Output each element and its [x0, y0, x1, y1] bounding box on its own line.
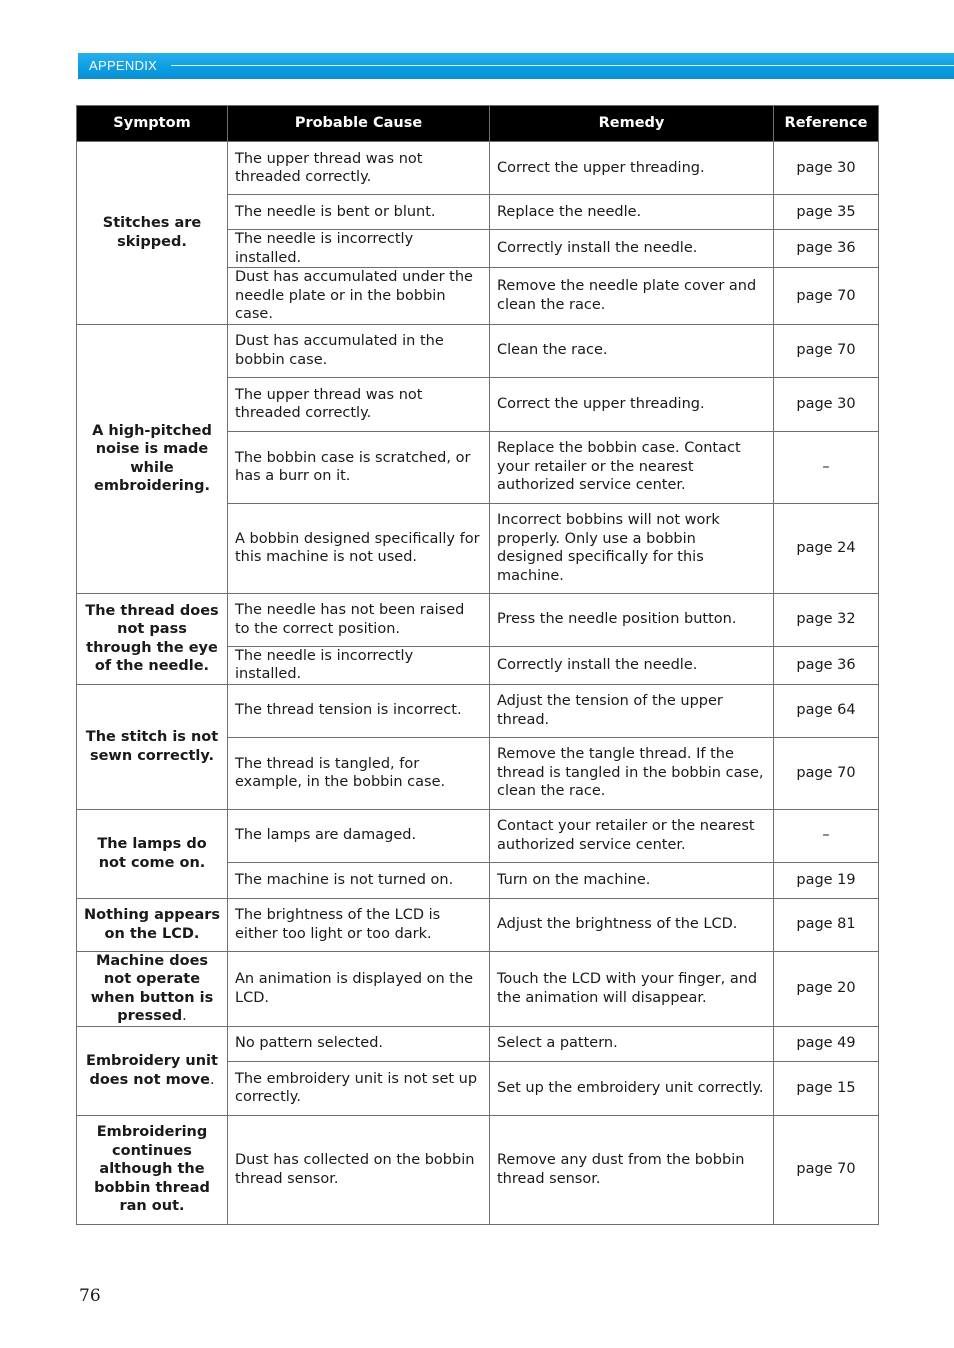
cause-cell: The machine is not turned on.	[228, 862, 490, 898]
troubleshooting-table	[76, 105, 879, 1225]
symptom-cell	[77, 142, 228, 325]
remedy-cell: Correctly install the needle.	[490, 230, 774, 268]
table-row	[77, 809, 879, 862]
symptom-cell	[77, 898, 228, 951]
remedy-cell: Remove the needle plate cover and clean the race.	[490, 268, 774, 325]
cause-cell: The thread tension is incorrect.	[228, 684, 490, 737]
remedy-cell: Replace the needle.	[490, 195, 774, 230]
remedy-cell: Adjust the tension of the upper thread.	[490, 684, 774, 737]
remedy-cell: Correct the upper threading.	[490, 377, 774, 431]
cause-cell: The needle is incorrectly installed.	[228, 646, 490, 684]
reference-cell: page 36	[774, 230, 879, 268]
remedy-cell: Adjust the brightness of the LCD.	[490, 898, 774, 951]
table-row	[77, 684, 879, 737]
symptom-text: Embroidering continues although the bobbin thread ran out.	[94, 1124, 210, 1215]
symptom-cell	[77, 1026, 228, 1115]
column-header-cause: Probable Cause	[228, 106, 490, 142]
reference-cell: page 15	[774, 1061, 879, 1115]
reference-cell: page 70	[774, 324, 879, 377]
cause-cell: Dust has accumulated in the bobbin case.	[228, 324, 490, 377]
section-label: APPENDIX	[89, 58, 158, 73]
symptom-text: Machine does not operate when button is pressed	[90, 952, 214, 1024]
symptom-text: Embroidery unit does not move	[86, 1053, 218, 1088]
column-header-reference: Reference	[774, 106, 879, 142]
remedy-cell: Touch the LCD with your finger, and the animation will disappear.	[490, 951, 774, 1026]
cause-cell: Dust has collected on the bobbin thread sensor.	[228, 1115, 490, 1224]
table-row	[77, 142, 879, 195]
reference-cell: page 36	[774, 646, 879, 684]
reference-cell: –	[774, 431, 879, 503]
column-header-remedy: Remedy	[490, 106, 774, 142]
symptom-cell	[77, 684, 228, 809]
symptom-text: The thread does not pass through the eye of the needle.	[85, 602, 219, 674]
cause-cell: The upper thread was not threaded correctly.	[228, 377, 490, 431]
table-row	[77, 898, 879, 951]
symptom-cell	[77, 951, 228, 1026]
header-rule	[171, 65, 954, 66]
symptom-cell	[77, 809, 228, 898]
reference-cell: page 70	[774, 268, 879, 325]
cause-cell: The brightness of the LCD is either too light or too dark.	[228, 898, 490, 951]
remedy-cell: Select a pattern.	[490, 1026, 774, 1061]
symptom-text: The stitch is not sewn correctly.	[85, 729, 219, 764]
reference-cell: page 35	[774, 195, 879, 230]
reference-cell: page 32	[774, 593, 879, 646]
reference-cell: page 30	[774, 142, 879, 195]
remedy-cell: Clean the race.	[490, 324, 774, 377]
symptom-cell	[77, 324, 228, 593]
reference-cell: page 70	[774, 1115, 879, 1224]
symptom-text: Stitches are skipped.	[102, 215, 202, 250]
reference-cell: –	[774, 809, 879, 862]
cause-cell: No pattern selected.	[228, 1026, 490, 1061]
reference-cell: page 20	[774, 951, 879, 1026]
cause-cell: A bobbin designed specifically for this machine is not used.	[228, 503, 490, 593]
remedy-cell: Turn on the machine.	[490, 862, 774, 898]
remedy-cell: Press the needle position button.	[490, 593, 774, 646]
remedy-cell: Remove the tangle thread. If the thread is tangled in the bobbin case, clean the race.	[490, 737, 774, 809]
section-header-band	[78, 53, 954, 79]
remedy-cell: Set up the embroidery unit correctly.	[490, 1061, 774, 1115]
cause-cell: The embroidery unit is not set up correctly.	[228, 1061, 490, 1115]
symptom-text: Nothing appears on the LCD.	[84, 907, 221, 942]
reference-cell: page 49	[774, 1026, 879, 1061]
reference-cell: page 19	[774, 862, 879, 898]
table-row	[77, 951, 879, 1026]
cause-cell: The thread is tangled, for example, in the bobbin case.	[228, 737, 490, 809]
symptom-cell	[77, 1115, 228, 1224]
cause-cell: Dust has accumulated under the needle plate or in the bobbin case.	[228, 268, 490, 325]
cause-cell: The bobbin case is scratched, or has a burr on it.	[228, 431, 490, 503]
remedy-cell: Contact your retailer or the nearest authorized service center.	[490, 809, 774, 862]
remedy-cell: Remove any dust from the bobbin thread sensor.	[490, 1115, 774, 1224]
table-row	[77, 1115, 879, 1224]
symptom-tail: .	[182, 1008, 187, 1024]
page-number: 76	[79, 1286, 101, 1306]
column-header-symptom: Symptom	[77, 106, 228, 142]
table-row	[77, 324, 879, 377]
table-row	[77, 593, 879, 646]
remedy-cell: Correctly install the needle.	[490, 646, 774, 684]
remedy-cell: Correct the upper threading.	[490, 142, 774, 195]
reference-cell: page 24	[774, 503, 879, 593]
symptom-tail: .	[209, 1071, 215, 1088]
table-header-row	[77, 106, 879, 142]
cause-cell: The lamps are damaged.	[228, 809, 490, 862]
cause-cell: The needle is bent or blunt.	[228, 195, 490, 230]
reference-cell: page 64	[774, 684, 879, 737]
remedy-cell: Incorrect bobbins will not work properly. Only use a bobbin designed specifically for this machine.	[490, 503, 774, 593]
reference-cell: page 30	[774, 377, 879, 431]
remedy-cell: Replace the bobbin case. Contact your retailer or the nearest authorized service center.	[490, 431, 774, 503]
symptom-text: The lamps do not come on.	[97, 836, 207, 871]
reference-cell: page 70	[774, 737, 879, 809]
cause-cell: An animation is displayed on the LCD.	[228, 951, 490, 1026]
table-row	[77, 1026, 879, 1061]
cause-cell: The upper thread was not threaded correctly.	[228, 142, 490, 195]
symptom-cell	[77, 593, 228, 684]
symptom-text: A high-pitched noise is made while embroidering.	[92, 422, 212, 494]
cause-cell: The needle has not been raised to the correct position.	[228, 593, 490, 646]
cause-cell: The needle is incorrectly installed.	[228, 230, 490, 268]
reference-cell: page 81	[774, 898, 879, 951]
